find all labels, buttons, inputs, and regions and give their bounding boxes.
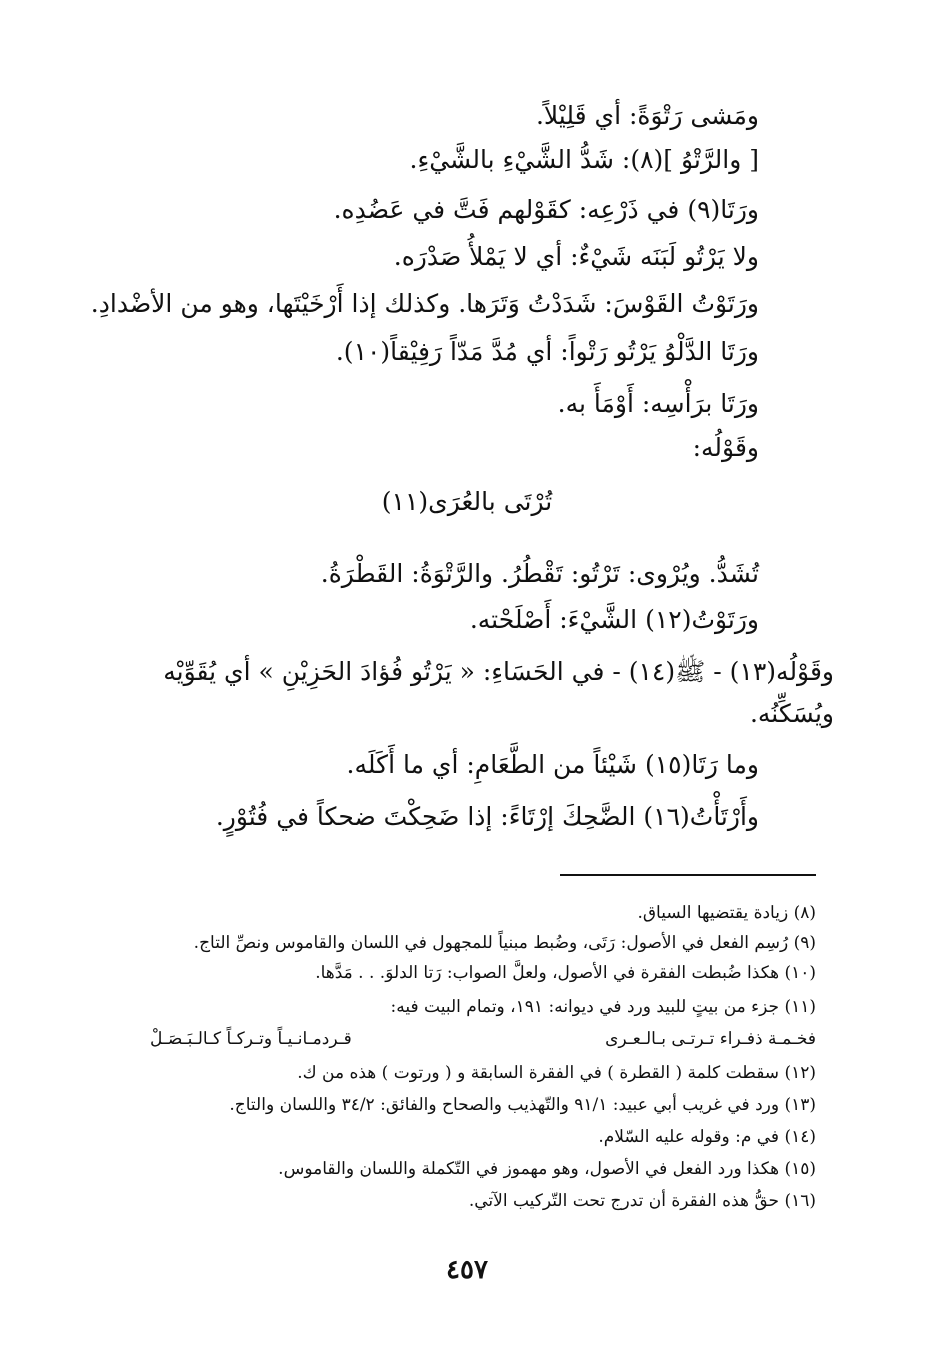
footnote: (٨) زيادة يقتضيها السياق. xyxy=(637,903,816,923)
page-number: ٤٥٧ xyxy=(446,1255,488,1285)
footnote: (١٦) حقُّ هذه الفقرة أن تدرج تحت التّركيب الآتي. xyxy=(468,1191,816,1211)
text-line: وقَوْلُه: xyxy=(692,433,759,462)
text-line: [ والرَّتْوُ ](٨): شَدُّ الشَّيْءِ بالشَّيْءِ. xyxy=(409,145,759,174)
footnote: (١٤) في م: وقوله عليه السّلام. xyxy=(598,1127,816,1147)
text-line: وأَرْتَأْتُ(١٦) الضَّحِكَ إرْتَاءً: إذا ضَحِكْتَ ضحكاً في فُتُوْرٍ. xyxy=(215,802,759,831)
text-line: ومَشى رَتْوَةً: أي قَلِيْلاً. xyxy=(535,101,759,130)
verse-fragment: تُرْتَى بالعُرَى(١١) xyxy=(381,487,553,516)
text-line: ولا يَرْتُو لَبَنَه شَيْءٌ: أي لا يَمْلأُ صَدْرَه. xyxy=(393,242,759,271)
text-line: ورَتَا برَأْسِه: أَوْمَأَ به. xyxy=(557,389,759,418)
verse-line xyxy=(150,1026,816,1052)
text-line: وما رَتَا(١٥) شَيْئاً من الطَّعَامِ: أي ما أَكَلَه. xyxy=(346,750,759,779)
footnote: (١٢) سقطت كلمة ( القطرة ) في الفقرة السابقة و ( ورتوت ) هذه من ك. xyxy=(297,1063,816,1083)
footnote: (١٠) هكذا ضُبطت الفقرة في الأصول، ولعلَّ الصواب: رَتا الدلوَ. . . مَدَّها. xyxy=(315,963,816,983)
text-line: تُشَدُّ. ويُرْوى: تَرْتُو: تَقْطُرُ. والرَّتْوَةُ: القَطْرَةُ. xyxy=(320,559,759,588)
footnote: (٩) رُسِم الفعل في الأصول: رَتَى، وضُبط مبنياً للمجهول في اللسان والقاموس ونصِّ التاج. xyxy=(193,933,816,953)
verse-first-hemistich: فخـمـة ذفـراء تـرتـى بـالـعـرى xyxy=(605,1029,816,1049)
text-line: ورَتَوْتُ(١٢) الشَّيْءَ: أَصْلَحْته. xyxy=(469,605,759,634)
text-line: ويُسَكِّنُه. xyxy=(749,699,834,728)
footnote-divider xyxy=(560,874,816,876)
footnote: (١١) جزء من بيتٍ للبيد ورد في ديوانه: ١٩١، وتمام البيت فيه: xyxy=(390,997,816,1017)
footnote: (١٥) هكذا ورد الفعل في الأصول، وهو مهموز في التّكملة واللسان والقاموس. xyxy=(278,1159,816,1179)
verse-second-hemistich: قـردمـانـيـاً وتـركـاً كـالـبَـصَـلْ xyxy=(150,1029,352,1049)
text-line: وقَوْلُه(١٣) - ﷺ(١٤) - في الحَسَاءِ: « يَرْتُو فُؤادَ الحَزِيْنِ » أي يُقَوِّيْه xyxy=(163,657,834,686)
footnote: (١٣) ورد في غريب أبي عبيد: ٩١/١ والتّهذيب والصحاح والفائق: ٣٤/٢ واللسان والتاج. xyxy=(229,1095,816,1115)
text-line: ورَتَا الدَّلْوُ يَرْتُو رَتْواً: أي مُدَّ مَدّاً رَفِيْقاً(١٠). xyxy=(335,337,759,366)
text-line: ورَتَا(٩) في ذَرْعِه: كقَوْلهم فَتَّ في عَضُدِه. xyxy=(333,195,759,224)
text-line: ورَتَوْتُ القَوْسَ: شَدَدْتُ وَتَرَها. وكذلك إذا أَرْخَيْتَها، وهو من الأضْدادِ. xyxy=(90,289,759,318)
